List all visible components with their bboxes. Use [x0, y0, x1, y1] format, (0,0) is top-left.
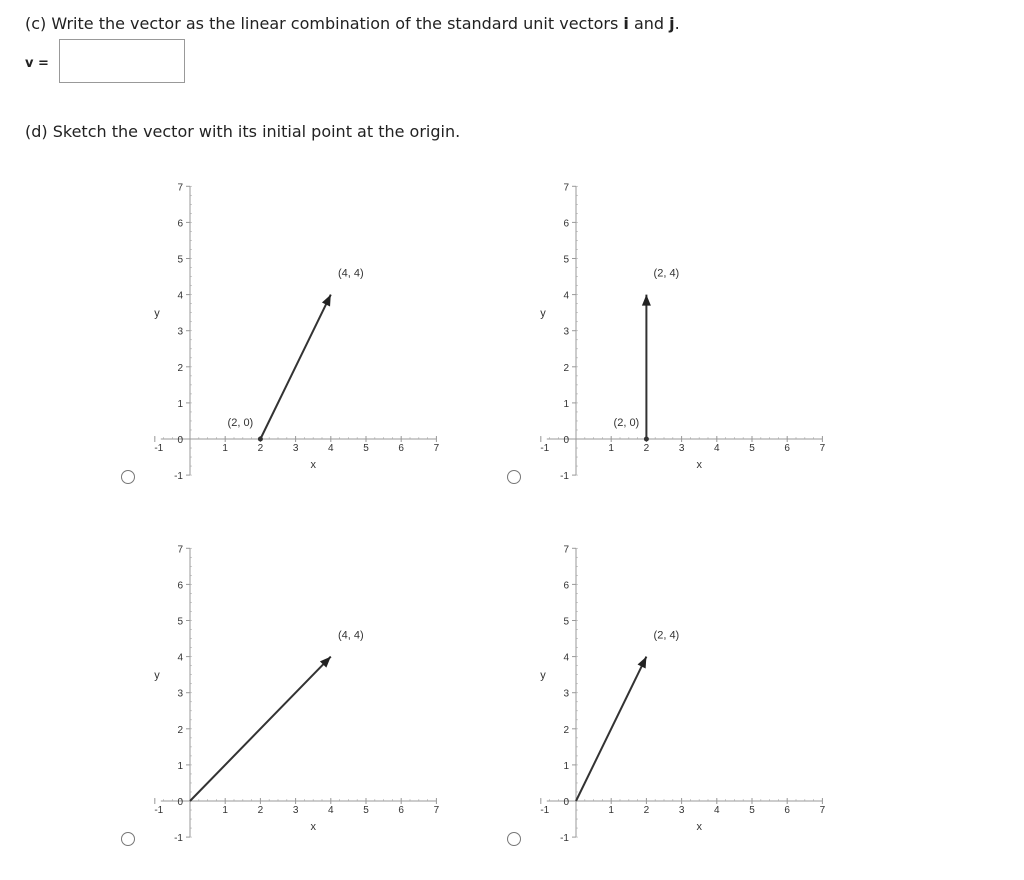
y-tick-label: 7 — [177, 182, 183, 194]
y-tick-label: 1 — [563, 760, 569, 772]
x-tick-label: 3 — [678, 805, 685, 816]
x-tick-label: 7 — [433, 805, 440, 816]
y-tick-label: 3 — [563, 688, 569, 700]
y-tick-label: 6 — [563, 218, 569, 230]
x-axis-label: x — [310, 459, 316, 471]
v-label: v = — [25, 56, 49, 71]
y-tick-label: 4 — [177, 652, 183, 664]
y-tick-label: 6 — [563, 580, 569, 592]
point-label: (2, 0) — [227, 417, 254, 429]
x-tick-label: 7 — [433, 443, 440, 454]
x-tick-label: -1 — [154, 805, 164, 816]
y-tick-label: 4 — [563, 652, 569, 664]
x-tick-label: 6 — [398, 805, 404, 816]
y-axis-label: y — [540, 307, 546, 320]
point-label: (2, 0) — [613, 417, 640, 429]
y-tick-label: 1 — [563, 398, 569, 410]
vector-line — [576, 657, 646, 801]
x-tick-label: 4 — [714, 805, 720, 816]
y-axis-label: y — [154, 669, 160, 682]
x-tick-label: 7 — [819, 443, 826, 454]
y-tick-label: 5 — [563, 254, 569, 266]
x-tick-label: -1 — [154, 443, 164, 454]
x-tick-label: 4 — [328, 443, 334, 454]
x-tick-label: 4 — [328, 805, 334, 816]
x-tick-label: 1 — [608, 805, 614, 816]
x-tick-label: 5 — [749, 443, 755, 454]
y-tick-label: 2 — [177, 724, 183, 736]
y-tick-label: 2 — [563, 724, 569, 736]
part-c-and: and — [628, 14, 670, 33]
y-tick-label: 1 — [177, 398, 183, 410]
x-tick-label: 2 — [257, 805, 264, 816]
x-tick-label: -1 — [540, 805, 550, 816]
x-axis-label: x — [696, 821, 702, 833]
y-tick-label: 2 — [177, 362, 183, 374]
x-tick-label: 1 — [608, 443, 614, 454]
part-c-period: . — [674, 14, 680, 33]
x-tick-label: 5 — [749, 805, 755, 816]
x-tick-label: 3 — [292, 805, 299, 816]
x-tick-label: 3 — [678, 443, 685, 454]
x-tick-label: 1 — [222, 805, 228, 816]
x-tick-label: 2 — [643, 805, 650, 816]
y-tick-label: 3 — [177, 326, 183, 338]
y-tick-label: 0 — [563, 435, 569, 446]
x-tick-label: 3 — [292, 443, 299, 454]
x-tick-label: 2 — [257, 443, 264, 454]
x-tick-label: -1 — [540, 443, 550, 454]
point-label: (4, 4) — [337, 267, 364, 280]
y-tick-label: 4 — [563, 290, 569, 302]
point-label: (2, 4) — [653, 267, 680, 280]
x-tick-label: 7 — [819, 805, 826, 816]
x-axis-label: x — [696, 459, 702, 471]
x-tick-label: 5 — [363, 443, 369, 454]
y-tick-label: -1 — [560, 833, 569, 845]
x-axis-label: x — [310, 821, 316, 833]
y-tick-label: 6 — [177, 580, 183, 592]
y-tick-label: 5 — [177, 254, 183, 266]
y-tick-label: 7 — [177, 544, 183, 556]
y-tick-label: 4 — [177, 290, 183, 302]
y-tick-label: 3 — [177, 688, 183, 700]
x-tick-label: 6 — [784, 443, 790, 454]
point-label: (2, 4) — [653, 629, 680, 642]
unit-vector-i: i — [623, 14, 629, 33]
x-tick-label: 6 — [398, 443, 404, 454]
y-tick-label: -1 — [174, 471, 183, 483]
y-axis-label: y — [540, 669, 546, 682]
y-tick-label: 5 — [177, 616, 183, 628]
y-tick-label: 5 — [563, 616, 569, 628]
y-tick-label: -1 — [174, 833, 183, 845]
x-tick-label: 5 — [363, 805, 369, 816]
point-label: (4, 4) — [337, 629, 364, 642]
x-tick-label: 1 — [222, 443, 228, 454]
y-tick-label: 1 — [177, 760, 183, 772]
x-tick-label: 2 — [643, 443, 650, 454]
unit-vector-j: j — [669, 14, 675, 33]
y-tick-label: 3 — [563, 326, 569, 338]
x-tick-label: 4 — [714, 443, 720, 454]
y-tick-label: 6 — [177, 218, 183, 230]
y-tick-label: -1 — [560, 471, 569, 483]
y-tick-label: 7 — [563, 544, 569, 556]
y-axis-label: y — [154, 307, 160, 320]
y-tick-label: 0 — [177, 435, 183, 446]
x-tick-label: 6 — [784, 805, 790, 816]
y-tick-label: 2 — [563, 362, 569, 374]
y-tick-label: 7 — [563, 182, 569, 194]
part-d-prompt: (d) Sketch the vector with its initial point at the origin. — [25, 122, 461, 141]
y-tick-label: 0 — [177, 797, 183, 808]
y-tick-label: 0 — [563, 797, 569, 808]
part-c-prompt-text: (c) Write the vector as the linear combination of the standard unit vectors — [25, 14, 624, 33]
